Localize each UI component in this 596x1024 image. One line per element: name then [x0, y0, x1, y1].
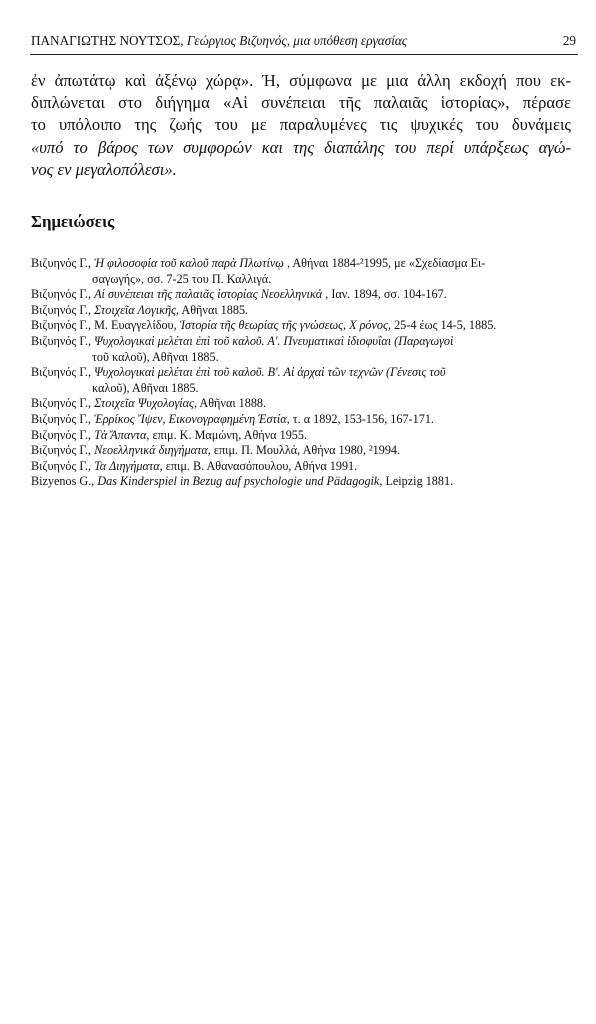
reference-entry [31, 334, 579, 365]
reference-entry [31, 459, 579, 475]
page-number: 29 [562, 33, 576, 48]
ref-author: Βιζυηνός Γ., [31, 318, 92, 333]
reference-entry [31, 396, 579, 412]
ref-author: Bizyenos G., [31, 474, 95, 489]
ref-details: Μ. Ευαγγελίδου, [94, 318, 180, 333]
ref-title: Στοιχεῖα Λογικῆς [94, 302, 176, 317]
reference-entry [31, 443, 579, 459]
ref-author: Βιζυηνός Γ., [31, 443, 92, 458]
ref-continuation: σαγωγής», σσ. 7-25 του Π. Καλλιγά. [92, 271, 272, 286]
ref-details: , επιμ. Κ. Μαμώνη, Αθήνα 1955. [146, 427, 308, 442]
reference-entry [31, 474, 579, 490]
reference-entry [31, 428, 579, 444]
ref-author: Βιζυηνός Γ., [31, 256, 92, 270]
ref-author: Βιζυηνός Γ., [31, 458, 92, 473]
ref-author: Βιζυηνός Γ., [31, 411, 92, 426]
reference-entry [31, 412, 579, 428]
ref-title: Ἡ φιλοσοφία τοῦ καλοῦ παρὰ Πλωτίνῳ [94, 256, 284, 270]
notes-heading: Σημειώσεις [31, 212, 115, 231]
body-paragraph [31, 70, 571, 181]
ref-details: , 25-4 έως 14-5, 1885. [387, 318, 497, 333]
ref-continuation: τοῦ καλοῦ), Αθῆναι 1885. [92, 349, 219, 364]
ref-title: Ἑρρίκος Ἴψεν, Εικονογραφημένη Έστία [94, 411, 287, 426]
ref-details: , Αθῆναι 1888. [194, 396, 267, 411]
reference-entry [31, 287, 579, 303]
ref-author: Βιζυηνός Γ., [31, 427, 92, 442]
ref-details: , Αθῆναι 1885. [176, 302, 249, 317]
ref-author: Βιζυηνός Γ., [31, 365, 92, 380]
ref-author: Βιζυηνός Γ., [31, 302, 92, 317]
ref-details: , Ιαν. 1894, σσ. 104-167. [322, 287, 447, 302]
ref-title: Ἱστορία τῆς θεωρίας τῆς γνώσεως, Χ ρόνος [179, 318, 388, 333]
ref-details: , Leipzig 1881. [379, 474, 454, 489]
ref-details: , Αθήναι 1884-²1995, με «Σχεδίασμα Ει- [283, 256, 486, 270]
ref-author: Βιζυηνός Γ., [31, 287, 92, 302]
ref-title: Das Kinderspiel in Bezug auf psychologie und Pädagogik [97, 474, 380, 489]
ref-title: Ψυχολογικαὶ μελέται ἐπὶ τοῦ καλοῦ. Α'. Πνευματικαὶ ἰδιοφυΐαι (Παραγωγοὶ [94, 333, 454, 348]
running-header [31, 33, 576, 49]
ref-title: Αἱ συνέπειαι τῆς παλαιᾶς ἱστορίας Νεοελληνικά [94, 287, 323, 302]
ref-title: Τὰ Ἄπαντα [94, 427, 147, 442]
reference-entry [31, 256, 579, 287]
header-rule [30, 54, 578, 55]
header-author: ΠΑΝΑΓΙΩΤΗΣ ΝΟΥΤΣΟΣ, [31, 33, 184, 48]
reference-entry [31, 303, 579, 319]
ref-author: Βιζυηνός Γ., [31, 396, 92, 411]
ref-details: , επιμ. Β. Αθανασόπουλου, Αθήνα 1991. [159, 458, 358, 473]
body-line: το υπόλοιπο της ζωής του με παραλυμένες τις ψυχικές του δυνάμεις [31, 115, 571, 135]
ref-details: , τ. α 1892, 153-156, 167-171. [286, 411, 434, 426]
reference-entry [31, 365, 579, 396]
body-line: ἐν ἀπωτάτῳ καὶ ἀξένῳ χώρᾳ». Ή, σύμφωνα με μια άλλη εκδοχή που εκ- [31, 71, 571, 90]
ref-title: Νεοελληνικά διηγήματα [94, 443, 208, 458]
body-line: διπλώνεται στο διήγημα «Αἱ συνέπειαι τῆς παλαιᾶς ἱστορίας», πέρασε [31, 93, 571, 113]
ref-details: , επιμ. Π. Μουλλά, Αθήνα 1980, ²1994. [207, 443, 401, 458]
ref-title: Τα Διηγήματα [94, 458, 160, 473]
ref-title: Ψυχολογικαὶ μελέται ἐπὶ τοῦ καλοῦ. Β'. Αἱ ἀρχαὶ τῶν τεχνῶν (Γένεσις τοῦ [94, 365, 446, 380]
ref-continuation: καλοῦ), Αθῆναι 1885. [92, 380, 199, 395]
references-list [31, 256, 579, 490]
ref-title: Στοιχεῖα Ψυχολογίας [94, 396, 194, 411]
body-line: νος εν μεγαλοπόλεσι». [31, 159, 177, 179]
body-line: «υπό το βάρος των συμφορών και της διαπάλης του περί υπάρξεως αγώ- [31, 137, 571, 157]
header-title: Γεώργιος Βιζυηνός, μια υπόθεση εργασίας [186, 33, 408, 48]
ref-author: Βιζυηνός Γ., [31, 333, 92, 348]
reference-entry [31, 318, 579, 334]
